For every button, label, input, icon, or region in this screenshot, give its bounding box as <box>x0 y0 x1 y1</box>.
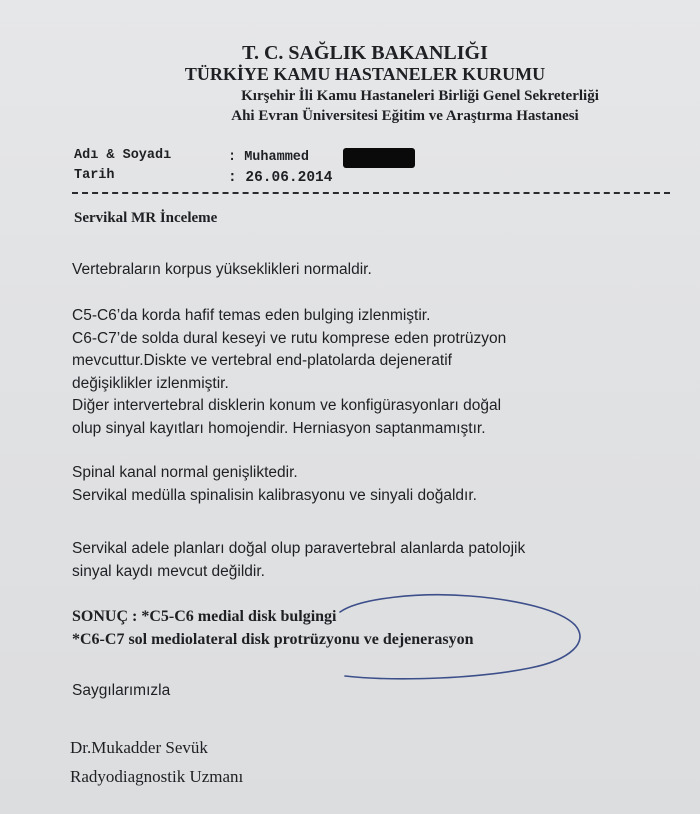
report-title: Servikal MR İnceleme <box>74 210 218 226</box>
text-line: sinyal kaydı mevcut değildir. <box>72 562 265 580</box>
text-line: olup sinyal kayıtları homojendir. Herniasyon saptanmamıştır. <box>72 419 486 437</box>
conclusion-line: *C6-C7 sol mediolateral disk protrüzyonu ve dejenerasyon <box>72 631 474 648</box>
paragraph-spinal <box>72 462 477 507</box>
conclusion-line: SONUÇ : *C5-C6 medial disk bulgingi <box>72 608 337 625</box>
paragraph-muscles <box>72 538 525 583</box>
paragraph-findings <box>72 305 506 440</box>
text-line: Diğer intervertebral disklerin konum ve konfigürasyonları doğal <box>72 397 502 414</box>
name-value: : Muhammed <box>228 150 310 165</box>
text-line: Spinal kanal normal genişliktedir. <box>72 464 298 481</box>
signature-block <box>70 733 243 791</box>
text-line: mevcuttur.Diskte ve vertebral end-platolarda dejeneratif <box>72 352 452 369</box>
doctor-title: Radyodiagnostik Uzmanı <box>70 767 244 786</box>
text-line: C6-C7’de solda dural keseyi ve rutu komprese eden protrüzyon <box>72 329 507 347</box>
text-line: değişiklikler izlenmiştir. <box>72 374 229 392</box>
hospital-heading: Ahi Evran Üniversitesi Eğitim ve Araştırma Hastanesi <box>231 108 579 124</box>
text-line: Servikal adele planları doğal olup paravertebral alanlarda patolojik <box>72 540 526 557</box>
dashed-divider <box>72 192 670 194</box>
institution-heading: TÜRKİYE KAMU HASTANELER KURUMU <box>184 64 546 84</box>
redaction-bar <box>343 148 415 168</box>
name-label: Adı & Soyadı <box>74 148 172 163</box>
text-line: Servikal medülla spinalisin kalibrasyonu ve sinyali doğaldır. <box>72 486 477 504</box>
closing-salutation: Saygılarımızla <box>72 682 171 699</box>
ministry-heading: T. C. SAĞLIK BAKANLIĞI <box>242 42 488 64</box>
date-value: : 26.06.2014 <box>228 170 333 186</box>
conclusion <box>72 605 473 651</box>
paragraph-vertebrae <box>72 259 372 282</box>
doctor-name: Dr.Mukadder Sevük <box>70 738 208 757</box>
date-label: Tarih <box>74 168 115 183</box>
text-line: Vertebraların korpus yükseklikleri normaldir. <box>72 261 372 278</box>
text-line: C5-C6’da korda hafif temas eden bulging izlenmiştir. <box>72 307 431 324</box>
secretariat-heading: Kırşehir İli Kamu Hastaneleri Birliği Genel Sekreterliği <box>241 88 599 104</box>
